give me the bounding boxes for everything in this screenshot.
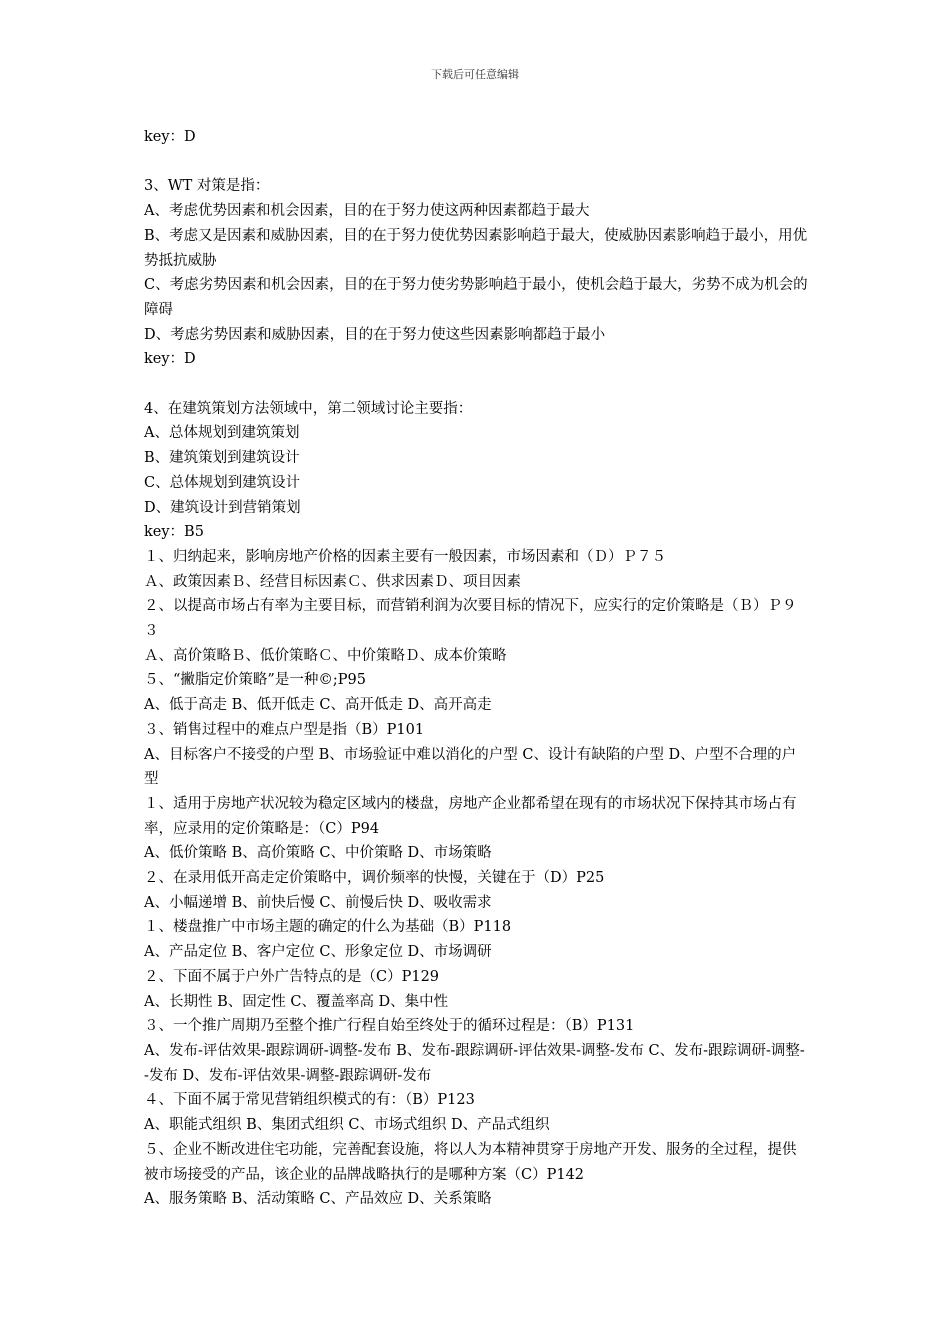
text-line: B、考虑又是因素和威胁因素，目的在于努力使优势因素影响趋于最大，使威胁因素影响趋于最小，用优势抵抗威胁: [144, 227, 808, 269]
text-line: A、小幅递增 B、前快后慢 C、前慢后快 D、吸收需求: [144, 894, 492, 911]
text-line: ２、以提高市场占有率为主要目标，而营销利润为次要目标的情况下，应实行的定价策略是（Ｂ）Ｐ９３: [144, 598, 797, 640]
text-line: key：B5: [144, 524, 204, 541]
text-line: １、适用于房地产状况较为稳定区域内的楼盘，房地产企业都希望在现有的市场状况下保持其市场占有率，应录用的定价策略是：（C）P94: [144, 795, 797, 837]
text-line: A、产品定位 B、客户定位 C、形象定位 D、市场调研: [144, 944, 492, 961]
text-line: Ａ、高价策略Ｂ、低价策略Ｃ、中价策略Ｄ、成本价策略: [144, 647, 507, 664]
text-line: ５、企业不断改进住宅功能，完善配套设施，将以人为本精神贯穿于房地产开发、服务的全过程，提供被市场接受的产品，该企业的品牌战略执行的是哪种方案（C）P142: [144, 1141, 797, 1183]
text-line: 4、在建筑策划方法领域中，第二领域讨论主要指：: [144, 400, 473, 417]
text-line: A、目标客户不接受的户型 B、市场验证中难以消化的户型 C、设计有缺陷的户型 D、户型不合理的户型: [144, 746, 797, 788]
text-line: Ａ、政策因素Ｂ、经营目标因素Ｃ、供求因素Ｄ、项目因素: [144, 573, 521, 590]
blank-line: [144, 372, 808, 397]
text-line: １、归纳起来，影响房地产价格的因素主要有一般因素，市场因素和（Ｄ）Ｐ７５: [144, 548, 666, 565]
text-line: C、总体规划到建筑设计: [144, 474, 301, 491]
text-line: key：D: [144, 129, 196, 145]
text-line: １、楼盘推广中市场主题的确定的什么为基础（B）P118: [144, 919, 512, 936]
text-line: A、低价策略 B、高价策略 C、中价策略 D、市场策略: [144, 845, 492, 862]
page-header: 下载后可任意编辑: [431, 68, 519, 81]
text-line: ５、“撇脂定价策略”是一种©;P95: [144, 672, 366, 689]
blank-line: [144, 150, 808, 175]
text-line: C、考虑劣势因素和机会因素，目的在于努力使劣势影响趋于最小，使机会趋于最大，劣势不成为机会的障碍: [144, 277, 808, 318]
text-line: D、考虑劣势因素和威胁因素，目的在于努力使这些因素影响都趋于最小: [144, 326, 606, 343]
text-line: key：D: [144, 351, 196, 368]
text-line: ３、一个推广周期乃至整个推广行程自始至终处于的循环过程是：（B）P131: [144, 1018, 635, 1035]
text-line: A、总体规划到建筑策划: [144, 425, 300, 442]
text-line: A、长期性 B、固定性 C、覆盖率高 D、集中性: [144, 993, 449, 1010]
text-line: B、建筑策划到建筑设计: [144, 450, 300, 467]
document-body: [144, 125, 808, 1212]
text-line: ４、下面不属于常见营销组织模式的有：（B）P123: [144, 1092, 475, 1109]
text-line: 3、WT 对策是指：: [144, 178, 270, 195]
text-line: ２、在录用低开高走定价策略中，调价频率的快慢，关键在于（D）P25: [144, 870, 605, 887]
text-line: A、职能式组织 B、集团式组织 C、市场式组织 D、产品式组织: [144, 1117, 550, 1134]
text-line: ３、销售过程中的难点户型是指（B）P101: [144, 721, 425, 738]
text-line: A、低于高走 B、低开低走 C、高开低走 D、高开高走: [144, 697, 492, 714]
text-line: A、服务策略 B、活动策略 C、产品效应 D、关系策略: [144, 1191, 492, 1208]
text-line: A、考虑优势因素和机会因素，目的在于努力使这两种因素都趋于最大: [144, 203, 590, 220]
text-line: D、建筑设计到营销策划: [144, 499, 301, 516]
text-line: A、发布-评估效果-跟踪调研-调整-发布 B、发布-跟踪调研-评估效果-调整-发布 C、发布-跟踪调研-调整- -发布 D、发布-评估效果-调整-跟踪调研-发布: [144, 1042, 805, 1084]
text-line: ２、下面不属于户外广告特点的是（C）P129: [144, 968, 440, 985]
